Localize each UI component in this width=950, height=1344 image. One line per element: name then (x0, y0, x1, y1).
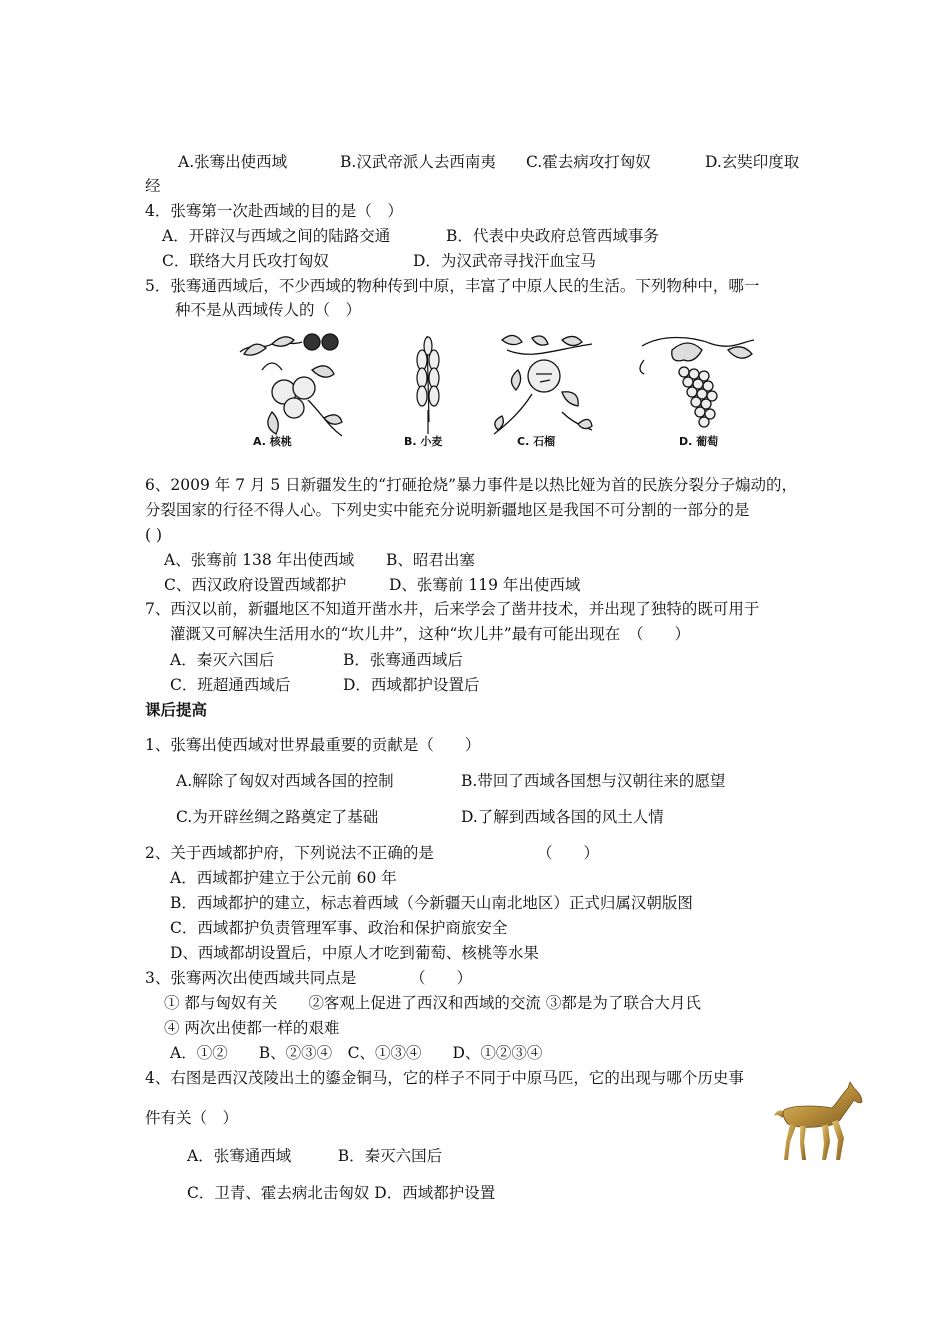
q4-option-c: C．联络大月氏攻打匈奴 (162, 252, 329, 270)
q7-option-a: A．秦灭六国后 (170, 651, 275, 669)
h3-options: A．①② B、②③④ C、①③④ D、①②③④ (170, 1044, 543, 1062)
q3-option-d: D.玄奘印度取 (705, 153, 800, 171)
q3-option-b: B.汉武帝派人去西南夷 (340, 153, 496, 171)
h4-stem-line1: 4、右图是西汉茂陵出土的鎏金铜马，它的样子不同于中原马匹，它的出现与哪个历史事 (145, 1069, 744, 1087)
q6-stem-line3: ( ) (145, 526, 163, 544)
plant-illustrations (232, 330, 762, 448)
q7-stem-line2: 灌溉又可解决生活用水的“坎儿井”，这种“坎儿井”最有可能出现在 （ ） (170, 625, 690, 643)
h2-option-d: D、西域都胡设置后，中原人才吃到葡萄、核桃等水果 (170, 944, 539, 962)
q7-option-d: D．西域都护设置后 (343, 676, 480, 694)
h3-items-line1: ① 都与匈奴有关 ②客观上促进了西汉和西域的交流 ③都是为了联合大月氏 (164, 994, 701, 1012)
h1-option-c: C.为开辟丝绸之路奠定了基础 (176, 808, 379, 826)
h2-option-c: C．西域都护负责管理军事、政治和保护商旅安全 (170, 919, 508, 937)
h1-stem: 1、张骞出使西域对世界最重要的贡献是（ ） (145, 736, 481, 754)
h4-stem-line2: 件有关（ ） (145, 1109, 239, 1127)
q6-stem-line2: 分裂国家的行径不得人心。下列史实中能充分说明新疆地区是我国不可分割的一部分的是 (145, 501, 750, 519)
q4-stem: 4．张骞第一次赴西域的目的是（ ） (145, 202, 403, 220)
q5-stem-line2: 种不是从西域传人的（ ） (175, 301, 362, 319)
h1-option-b: B.带回了西域各国想与汉朝往来的愿望 (461, 772, 726, 790)
q7-option-c: C．班超通西域后 (170, 676, 291, 694)
q6-stem-line1: 6、2009 年 7 月 5 日新疆发生的“打砸抢烧”暴力事件是以热比娅为首的民族分裂分子煽动的， (145, 476, 798, 494)
q5-stem-line1: 5．张骞通西域后，不少西域的物种传到中原，丰富了中原人民的生活。下列物种中，哪一 (145, 277, 760, 295)
h2-stem: 2、关于西域都护府，下列说法不正确的是 (145, 844, 434, 862)
q4-option-d: D．为汉武帝寻找汗血宝马 (413, 252, 596, 270)
wheat-illustration (417, 336, 439, 434)
h1-option-d: D.了解到西域各国的风土人情 (461, 808, 664, 826)
h3-answer-paren: （ ） (410, 969, 473, 987)
pomegranate-illustration (494, 335, 592, 434)
section-title: 课后提高 (145, 700, 208, 719)
h1-option-a: A.解除了匈奴对西域各国的控制 (176, 772, 394, 790)
h3-items-line2: ④ 两次出使都一样的艰难 (164, 1019, 340, 1037)
walnut-illustration (240, 334, 342, 436)
grape-illustration (640, 338, 754, 428)
q3-option-c: C.霍去病攻打匈奴 (526, 153, 651, 171)
pomegranate-caption: C. 石榴 (517, 435, 556, 448)
h3-stem: 3、张骞两次出使西域共同点是 (145, 969, 357, 987)
q7-option-b: B．张骞通西域后 (343, 651, 463, 669)
h2-option-b: B．西域都护的建立，标志着西域（今新疆天山南北地区）正式归属汉朝版图 (170, 894, 693, 912)
h2-option-a: A．西域都护建立于公元前 60 年 (170, 869, 397, 887)
h4-options-ab: A．张骞通西域 B．秦灭六国后 (187, 1147, 443, 1165)
q6-option-b: B、昭君出塞 (386, 551, 475, 569)
h2-answer-paren: （ ） (537, 844, 600, 862)
grape-caption: D. 葡萄 (679, 435, 719, 448)
q6-option-a: A、张骞前 138 年出使西域 (164, 551, 355, 569)
q3-option-a: A.张骞出使西域 (178, 153, 288, 171)
walnut-caption: A. 核桃 (253, 435, 292, 448)
h4-options-cd: C．卫青、霍去病北击匈奴 D．西域都护设置 (187, 1184, 496, 1202)
q4-option-a: A．开辟汉与西域之间的陆路交通 (162, 227, 391, 245)
q6-option-c: C、西汉政府设置西域都护 (164, 576, 347, 594)
wheat-caption: B. 小麦 (404, 435, 443, 448)
q6-option-d: D、张骞前 119 年出使西域 (389, 576, 581, 594)
q7-stem-line1: 7、西汉以前，新疆地区不知道开凿水井，后来学会了凿井技术，并出现了独特的既可用于 (145, 600, 760, 618)
gilded-bronze-horse-image (772, 1080, 866, 1164)
q4-option-b: B．代表中央政府总管西域事务 (446, 227, 659, 245)
q3-option-d-continued: 经 (145, 177, 161, 195)
